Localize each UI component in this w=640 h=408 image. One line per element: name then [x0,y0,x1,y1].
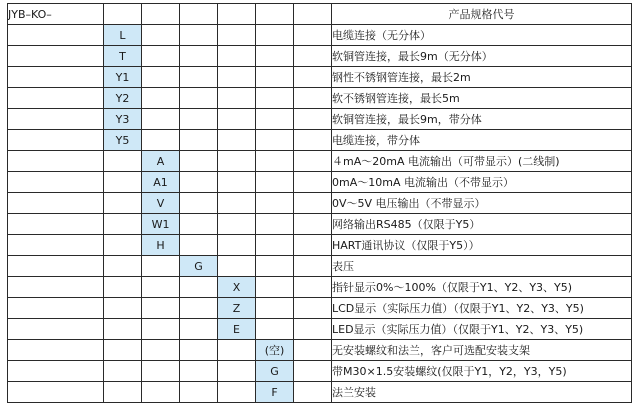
table-row [8,361,632,382]
code-cell: V [142,193,180,214]
table-row [8,382,632,403]
code-cell: (空) [256,340,294,361]
desc-cell: 软铜管连接，最长9m（无分体） [332,46,632,67]
code-cell: Y2 [104,88,142,109]
table-row [8,298,632,319]
code-cell: F [256,382,294,403]
spec-table [7,3,632,403]
desc-cell: 无安装螺纹和法兰，客户可选配安装支架 [332,340,632,361]
desc-cell: 电缆连接（无分体） [332,25,632,46]
desc-cell: 表压 [332,256,632,277]
table-row [8,340,632,361]
code-cell: E [218,319,256,340]
code-cell: H [142,235,180,256]
table-row [8,319,632,340]
table-row [8,193,632,214]
desc-cell: ４mA～20mA 电流输出（可带显示）(二线制) [332,151,632,172]
header-title: 产品规格代号 [332,4,632,25]
desc-cell: 电缆连接，带分体 [332,130,632,151]
code-cell: T [104,46,142,67]
desc-cell: 0mA～10mA 电流输出（不带显示） [332,172,632,193]
table-row [8,46,632,67]
desc-cell: 钢性不锈钢管连接，最长2m [332,67,632,88]
code-cell: G [256,361,294,382]
code-cell: Y5 [104,130,142,151]
table-row [8,25,632,46]
desc-cell: 软不锈钢管连接，最长5m [332,88,632,109]
code-cell: A1 [142,172,180,193]
table-row [8,67,632,88]
code-cell: X [218,277,256,298]
table-row [8,277,632,298]
code-cell: A [142,151,180,172]
table-row [8,109,632,130]
table-row [8,88,632,109]
code-cell: W1 [142,214,180,235]
code-cell: Z [218,298,256,319]
desc-cell: LCD显示（实际压力值）（仅限于Y1、Y2、Y3、Y5) [332,298,632,319]
code-cell: Y1 [104,67,142,88]
code-cell: L [104,25,142,46]
desc-cell: LED显示（实际压力值）（仅限于Y1、Y2、Y3、Y5) [332,319,632,340]
code-cell: G [180,256,218,277]
table-row [8,172,632,193]
header-row [8,4,632,25]
desc-cell: 带M30×1.5安装螺纹(仅限于Y1，Y2，Y3，Y5) [332,361,632,382]
desc-cell: 法兰安装 [332,382,632,403]
table-row [8,151,632,172]
table-row [8,256,632,277]
table-row [8,130,632,151]
desc-cell: 网络输出RS485（仅限于Y5） [332,214,632,235]
code-cell: Y3 [104,109,142,130]
table-row [8,214,632,235]
table-row [8,235,632,256]
desc-cell: 0V～5V 电压输出（不带显示） [332,193,632,214]
model-code: JYB–KO– [8,4,104,25]
desc-cell: 软铜管连接，最长9m，带分体 [332,109,632,130]
desc-cell: HART通讯协议（仅限于Y5）） [332,235,632,256]
desc-cell: 指针显示0%～100%（仅限于Y1、Y2、Y3、Y5) [332,277,632,298]
